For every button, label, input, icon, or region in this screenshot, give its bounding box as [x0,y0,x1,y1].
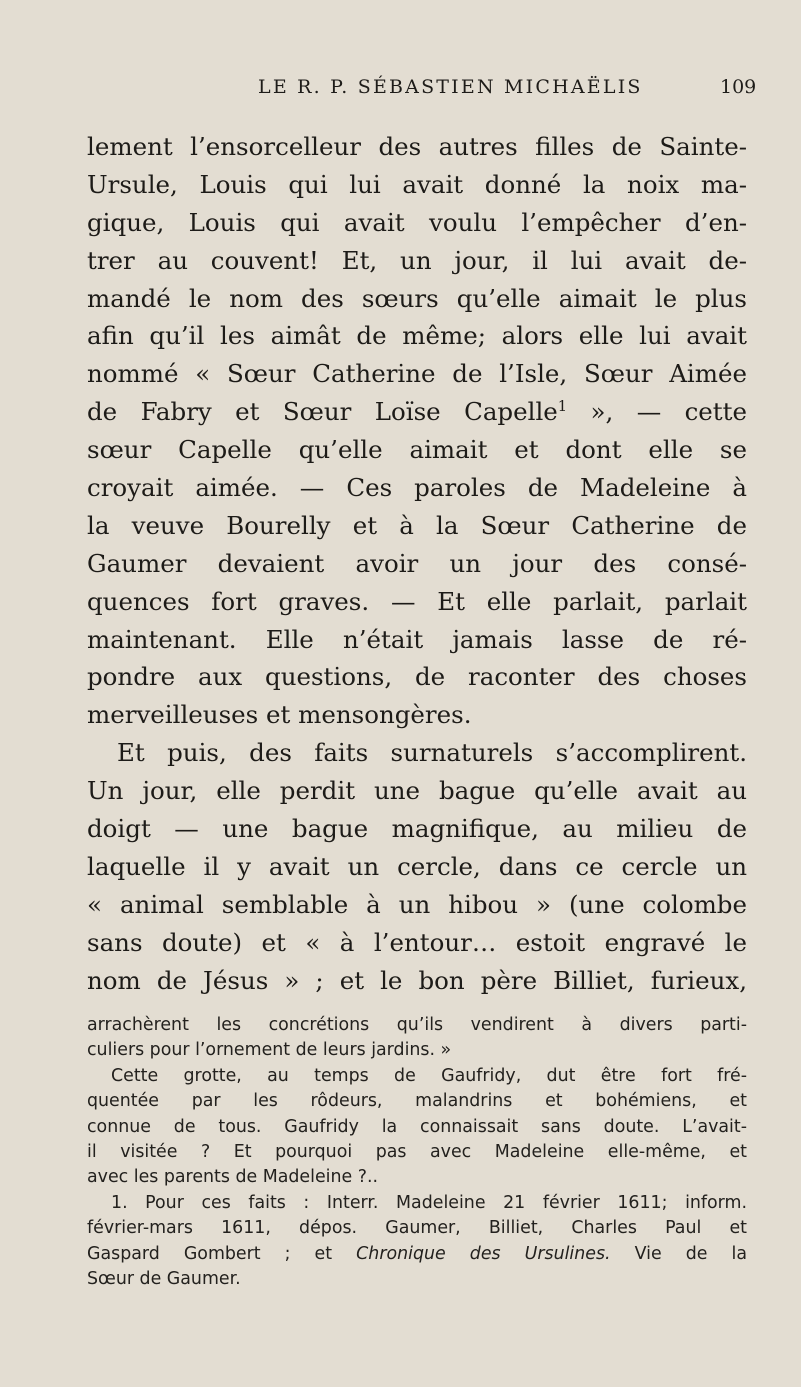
footnote-line: culiers pour l’ornement de leurs jardins. » [87,1040,452,1061]
body-line: « animal semblable à un hibou » (une colombe [87,889,747,919]
body-line: Et puis, des faits surnaturels s’accomplirent. [117,738,747,768]
body-line: afin qu’il les aimât de même; alors elle lui avait [87,321,747,351]
body-line: sœur Capelle qu’elle aimait et dont elle se [87,435,747,465]
body-text [87,128,747,999]
body-line: sans doute) et « à l’entour… estoit engravé le [87,927,747,957]
body-line-with-footnote [87,393,747,431]
body-line: nommé « Sœur Catherine de l’Isle, Sœur Aimée [87,359,747,389]
body-line: maintenant. Elle n’était jamais lasse de ré- [87,624,747,654]
page-header [0,76,801,106]
body-line: quences fort graves. — Et elle parlait, parlait [87,586,747,616]
body-line: Gaumer devaient avoir un jour des consé- [87,548,747,578]
footnote-line: Sœur de Gaumer. [87,1268,241,1289]
footnote-text: Vie de la [610,1243,748,1264]
footnote-text: Gaspard Gombert ; et [87,1243,333,1264]
footnote-line: quentée par les rôdeurs, malandrins et bohémiens, et [87,1091,747,1112]
footnote-line: avec les parents de Madeleine ?.. [87,1167,379,1188]
body-line: pondre aux questions, de raconter des choses [87,662,747,692]
footnote-line-mixed [87,1242,747,1267]
body-line: gique, Louis qui avait voulu l’empêcher d’en- [87,207,747,237]
body-line: doigt — une bague magnifique, au milieu de [87,814,747,844]
body-line: nom de Jésus » ; et le bon père Billiet, furieux, [87,965,747,995]
body-line: merveilleuses et mensongères. [87,700,472,730]
body-line: trer au couvent! Et, un jour, il lui avait de- [87,245,747,275]
running-title: LE R. P. SÉBASTIEN MICHAËLIS [258,76,643,98]
footnote-ref: 1 [557,398,568,416]
footnote-line: Cette grotte, au temps de Gaufridy, dut être fort fré- [111,1065,747,1086]
body-line: Ursule, Louis qui lui avait donné la noix ma- [87,169,747,199]
body-line-tail: », — cette [567,397,747,427]
footnotes [87,1013,747,1292]
body-line: mandé le nom des sœurs qu’elle aimait le plus [87,283,747,313]
body-line: laquelle il y avait un cercle, dans ce cercle un [87,851,747,881]
body-line: lement l’ensorcelleur des autres filles de Sainte- [87,132,747,161]
body-line-head: de Fabry et Sœur Loïse Capelle [87,397,558,427]
footnote-line: arrachèrent les concrétions qu’ils vendirent à divers parti- [87,1015,747,1035]
footnote-1: 1. Pour ces faits : Interr. Madeleine 21 février 1611; inform. [111,1192,747,1213]
body-line: la veuve Bourelly et à la Sœur Catherine de [87,510,747,540]
body-line: Un jour, elle perdit une bague qu’elle avait au [87,776,747,806]
footnote-line: février-mars 1611, dépos. Gaumer, Billiet, Charles Paul et [87,1218,747,1239]
footnote-title-italic: Chronique des Ursulines. [356,1243,611,1264]
body-line: croyait aimée. — Ces paroles de Madeleine à [87,473,747,503]
footnote-line: connue de tous. Gaufridy la connaissait sans doute. L’avait- [87,1116,747,1137]
footnote-line: il visitée ? Et pourquoi pas avec Madeleine elle-même, et [87,1141,747,1162]
page-number: 109 [720,76,757,98]
